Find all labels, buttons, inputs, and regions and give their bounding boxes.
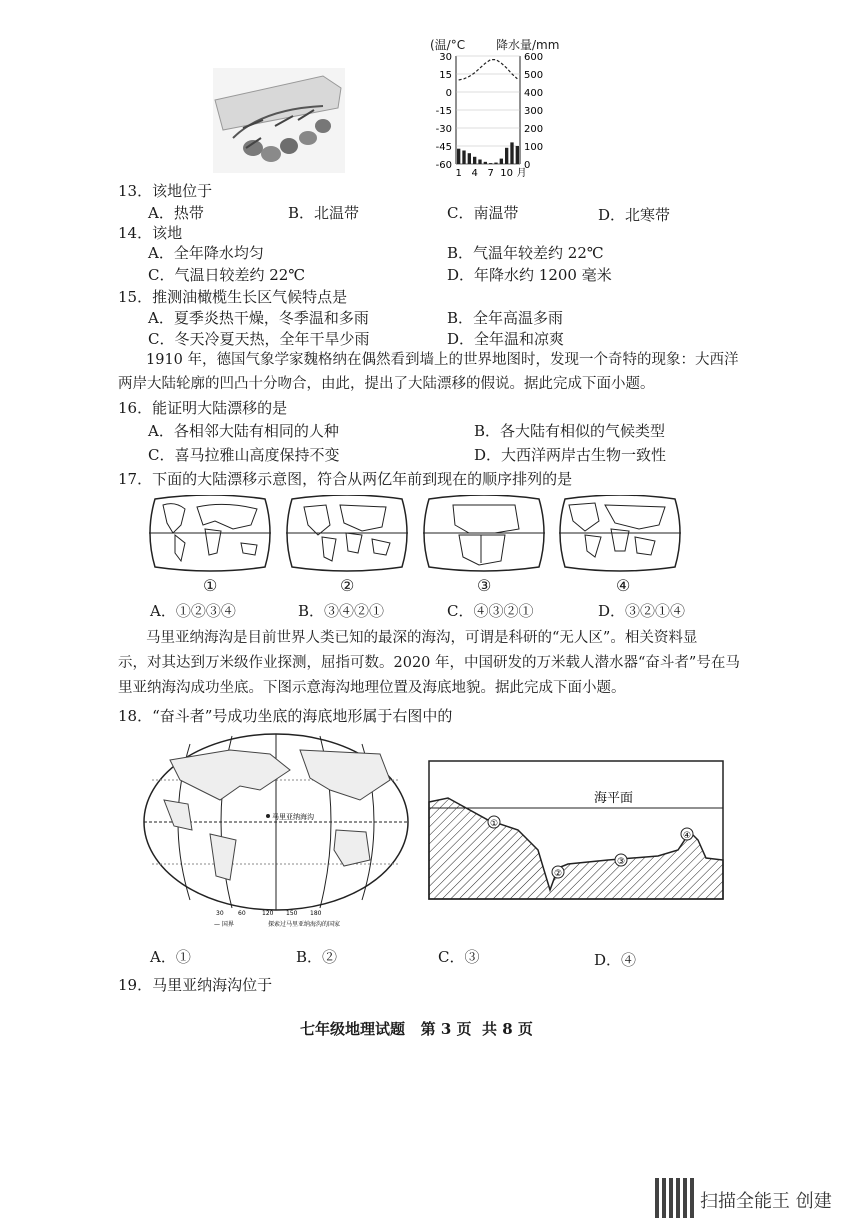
- q14-option-a[interactable]: A．全年降水均匀: [148, 244, 264, 262]
- map-caption: 探索过马里亚纳海沟的国家: [268, 921, 341, 928]
- precip-bar: [516, 146, 519, 164]
- drift-map-1-label: ①: [203, 576, 218, 595]
- passage-mariana-line1: 马里亚纳海沟是目前世界人类已知的最深的海沟，可谓是科研的“无人区”。相关资料显: [146, 630, 698, 646]
- q14-stem: 14．该地: [118, 224, 183, 242]
- precip-tick-label: 600: [524, 52, 544, 63]
- profile-mark-4: ④: [683, 831, 692, 841]
- climate-plot: [420, 50, 570, 186]
- precip-bar: [462, 151, 465, 165]
- profile-mark-3: ③: [617, 857, 626, 867]
- precip-tick-label: 400: [524, 88, 544, 99]
- profile-mark-2: ②: [554, 869, 563, 879]
- q17-option-c[interactable]: C．④③②①: [447, 602, 534, 620]
- drift-map-3: [419, 495, 549, 573]
- passage-mariana-line3: 里亚纳海沟成功坐底。下图示意海沟地理位置及海底地貌。据此完成下面小题。: [118, 680, 626, 696]
- q18-option-d[interactable]: D．④: [594, 951, 637, 969]
- precip-tick-label: 200: [524, 124, 544, 135]
- map-lon-60: 60: [238, 910, 246, 917]
- precip-bar: [457, 149, 460, 164]
- map-lon-150: 150: [286, 910, 298, 917]
- passage-wegener-line2: 两岸大陆轮廓的凹凸十分吻合，由此，提出了大陆漂移的假说。据此完成下面小题。: [118, 376, 655, 392]
- temp-tick-label: -30: [435, 124, 452, 135]
- precip-tick-label: 500: [524, 70, 544, 81]
- month-tick-label: 7: [487, 168, 494, 179]
- watermark-text: 扫描全能王 创建: [700, 1191, 832, 1212]
- q14-option-d[interactable]: D．年降水约 1200 毫米: [447, 266, 612, 284]
- precip-bar: [505, 148, 508, 164]
- month-unit-label: 月: [516, 168, 527, 179]
- drift-map-1: [145, 495, 275, 573]
- temp-tick-label: -60: [435, 160, 452, 171]
- q16-option-b[interactable]: B．各大陆有相似的气候类型: [474, 422, 666, 440]
- passage-wegener-line1: 1910 年，德国气象学家魏格纳在偶然看到墙上的世界地图时，发现一个奇特的现象：大西洋: [146, 352, 739, 368]
- precip-bar: [494, 163, 497, 164]
- q15-option-d[interactable]: D．全年温和凉爽: [447, 330, 565, 348]
- q13-option-a[interactable]: A．热带: [148, 204, 204, 222]
- olive-photo: [213, 68, 345, 173]
- temp-axis-label: (温/°C: [430, 38, 466, 52]
- precip-bar: [478, 160, 481, 165]
- q17-stem: 17．下面的大陆漂移示意图，符合从两亿年前到现在的顺序排列的是: [118, 470, 573, 488]
- precip-bar: [500, 159, 503, 164]
- drift-map-2-label: ②: [340, 576, 355, 595]
- map-lon-30: 30: [216, 910, 224, 917]
- temp-tick-label: -45: [435, 142, 452, 153]
- month-tick-label: 4: [471, 168, 478, 179]
- precip-bar: [489, 163, 492, 164]
- q17-option-b[interactable]: B．③④②①: [298, 602, 385, 620]
- q15-option-b[interactable]: B．全年高温多雨: [447, 309, 564, 327]
- q17-option-a[interactable]: A．①②③④: [150, 602, 236, 620]
- precip-axis-label: 降水量/mm: [496, 38, 560, 52]
- q16-option-d[interactable]: D．大西洋两岸古生物一致性: [474, 446, 667, 464]
- sea-level-label: 海平面: [594, 791, 634, 806]
- q17-option-d[interactable]: D．③②①④: [598, 602, 686, 620]
- profile-mark-1: ①: [490, 819, 499, 829]
- precip-tick-label: 300: [524, 106, 544, 117]
- q18-stem: 18．“奋斗者”号成功坐底的海底地形属于右图中的: [118, 707, 453, 725]
- map-legend: — 国界: [214, 921, 234, 928]
- precip-bar: [484, 162, 487, 164]
- q13-option-b[interactable]: B．北温带: [288, 204, 360, 222]
- trench-map-label: 马里亚纳海沟: [272, 813, 314, 821]
- precip-tick-label: 0: [524, 160, 531, 171]
- map-lon-120: 120: [262, 910, 274, 917]
- q15-option-c[interactable]: C．冬天冷夏天热，全年干旱少雨: [148, 330, 370, 348]
- q16-option-c[interactable]: C．喜马拉雅山高度保持不变: [148, 446, 340, 464]
- q19-stem: 19．马里亚纳海沟位于: [118, 976, 273, 994]
- q18-option-a[interactable]: A．①: [150, 948, 191, 966]
- temp-tick-label: -15: [435, 106, 452, 117]
- q13-option-c[interactable]: C．南温带: [447, 204, 519, 222]
- month-tick-label: 1: [455, 168, 462, 179]
- q13-option-d[interactable]: D．北寒带: [598, 206, 671, 224]
- temp-tick-label: 15: [439, 70, 452, 81]
- q13-stem: 13．该地位于: [118, 182, 213, 200]
- climate-chart: [420, 36, 570, 186]
- precip-bar: [510, 142, 513, 164]
- drift-map-3-label: ③: [477, 576, 492, 595]
- q14-option-b[interactable]: B．气温年较差约 22℃: [447, 244, 604, 262]
- month-tick-label: 10: [500, 168, 514, 179]
- page-footer: 七年级地理试题 第 3 页 共 8 页: [300, 1020, 533, 1038]
- drift-map-4-label: ④: [616, 576, 631, 595]
- precip-tick-label: 100: [524, 142, 544, 153]
- precip-bar: [473, 157, 476, 164]
- temp-tick-label: 0: [445, 88, 452, 99]
- q18-option-c[interactable]: C．③: [438, 948, 480, 966]
- temp-line: [459, 60, 518, 80]
- temp-tick-label: 30: [439, 52, 452, 63]
- passage-mariana-line2: 示，对其达到万米级作业探测，屈指可数。2020 年，中国研发的万米载人潜水器“奋斗者”号在马: [118, 655, 740, 671]
- q16-option-a[interactable]: A．各相邻大陆有相同的人种: [148, 422, 339, 440]
- q14-option-c[interactable]: C．气温日较差约 22℃: [148, 266, 306, 284]
- q15-option-a[interactable]: A．夏季炎热干燥，冬季温和多雨: [148, 309, 369, 327]
- q16-stem: 16．能证明大陆漂移的是: [118, 399, 288, 417]
- drift-map-2: [282, 495, 412, 573]
- q18-option-b[interactable]: B．②: [296, 948, 338, 966]
- seafloor-profile: [428, 760, 724, 900]
- world-map: [140, 730, 412, 930]
- drift-map-4: [555, 495, 685, 573]
- precip-bar: [468, 153, 471, 164]
- qr-code-icon: [655, 1178, 695, 1218]
- map-lon-180: 180: [310, 910, 322, 917]
- q15-stem: 15．推测油橄榄生长区气候特点是: [118, 288, 348, 306]
